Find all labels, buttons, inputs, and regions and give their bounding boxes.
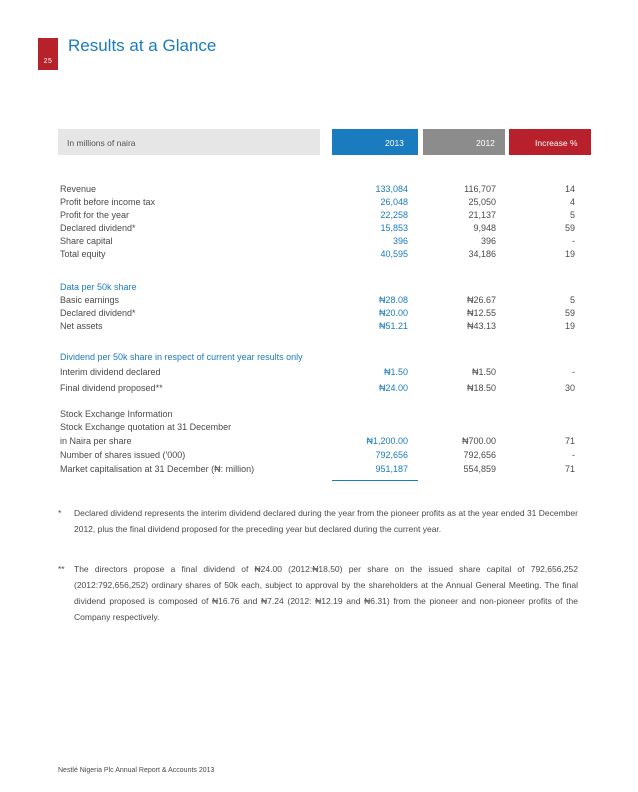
table-row <box>60 235 580 248</box>
value-2013: ₦51.21 <box>378 321 408 331</box>
table-row <box>60 248 580 261</box>
footnote-2-text: The directors propose a final dividend of ₦24.00 (2012:₦18.50) per share on the issued share capital of 792,656,252 (2012:792,656,252) ordinary shares of 50k each, subject to approval by the shareholders at the Annual General Meeting. The final dividend proposed is composed of ₦16.76 and ₦7.24 (2012: ₦12.19 and ₦6.31) from the pioneer and non-pioneer profits of the Company respectively. <box>74 564 578 622</box>
section-title-label: Dividend per 50k share in respect of current year results only <box>60 352 303 362</box>
value-increase: 59 <box>564 223 575 233</box>
table-row <box>60 196 580 209</box>
subsection-title <box>60 421 580 434</box>
value-2013: 951,187 <box>375 464 408 474</box>
row-label: Profit for the year <box>60 210 130 220</box>
value-2012: 21,137 <box>468 210 496 220</box>
table-row <box>60 209 580 222</box>
value-2012: ₦12.55 <box>466 308 496 318</box>
value-2012: ₦18.50 <box>466 383 496 393</box>
value-2012: ₦1.50 <box>471 367 496 377</box>
value-2012: ₦43.13 <box>466 321 496 331</box>
row-label: Number of shares issued ('000) <box>60 450 186 460</box>
value-2013: ₦1,200.00 <box>366 436 408 446</box>
row-label: Final dividend proposed** <box>60 383 163 393</box>
value-increase: 14 <box>564 184 575 194</box>
header-2013: 2013 <box>385 138 404 148</box>
value-2012: ₦700.00 <box>461 436 496 446</box>
table-row <box>60 294 580 307</box>
value-2013: ₦20.00 <box>378 308 408 318</box>
table-row <box>60 183 580 196</box>
row-label: Share capital <box>60 236 113 246</box>
value-increase: - <box>572 367 575 377</box>
value-increase: 71 <box>564 464 575 474</box>
value-2013: 26,048 <box>380 197 408 207</box>
table-row <box>60 366 580 379</box>
value-increase: - <box>572 236 575 246</box>
section-title-label: Data per 50k share <box>60 282 137 292</box>
value-increase: 59 <box>564 308 575 318</box>
value-2012: 792,656 <box>463 450 496 460</box>
value-2012: 9,948 <box>473 223 496 233</box>
value-2013: ₦1.50 <box>383 367 408 377</box>
table-row <box>60 222 580 235</box>
section-title <box>60 351 580 364</box>
table-row <box>60 382 580 395</box>
footnote-2-mark: ** <box>58 564 65 574</box>
page-number: 25 <box>43 58 53 65</box>
row-label: Profit before income tax <box>60 197 156 207</box>
subsection-title <box>60 408 580 421</box>
value-2013: 133,084 <box>375 184 408 194</box>
table-row <box>60 463 580 476</box>
row-label: Interim dividend declared <box>60 367 161 377</box>
page-tab <box>38 38 58 70</box>
table-row <box>60 449 580 462</box>
row-label: Market capitalisation at 31 December (₦: million) <box>60 464 255 474</box>
table-row <box>60 307 580 320</box>
row-label: Declared dividend* <box>60 308 136 318</box>
row-label: Net assets <box>60 321 103 331</box>
header-increase: Increase % <box>535 138 578 148</box>
footnote-1 <box>58 505 578 537</box>
value-2012: 554,859 <box>463 464 496 474</box>
subsection-title-label: Stock Exchange Information <box>60 409 173 419</box>
section-title <box>60 281 580 294</box>
value-increase: 4 <box>569 197 575 207</box>
header-2013-bar <box>332 129 418 155</box>
value-increase: 5 <box>569 210 575 220</box>
value-2012: 116,707 <box>464 184 496 194</box>
value-2012: ₦26.67 <box>466 295 496 305</box>
value-increase: 71 <box>564 436 575 446</box>
value-increase: 19 <box>564 321 575 331</box>
header-label: In millions of naira <box>67 138 136 148</box>
value-2013: 40,595 <box>380 249 408 259</box>
table-row <box>60 320 580 333</box>
value-2013: ₦28.08 <box>378 295 408 305</box>
value-increase: - <box>572 450 575 460</box>
page-title: Results at a Glance <box>68 36 217 55</box>
value-2013: ₦24.00 <box>378 383 408 393</box>
row-label: Revenue <box>60 184 97 194</box>
footnote-2 <box>58 561 578 625</box>
page-footer: Nestlé Nigeria Plc Annual Report & Accounts 2013 <box>58 767 215 774</box>
row-label: Declared dividend* <box>60 223 136 233</box>
value-increase: 30 <box>564 383 575 393</box>
value-2013: 15,853 <box>380 223 408 233</box>
footnote-1-mark: * <box>58 508 62 518</box>
subsection-title-label: Stock Exchange quotation at 31 December <box>60 422 232 432</box>
value-increase: 19 <box>564 249 575 259</box>
value-increase: 5 <box>569 295 575 305</box>
value-2013: 792,656 <box>375 450 408 460</box>
value-2013: 22,258 <box>380 210 408 220</box>
table-row <box>60 435 580 448</box>
footnote-1-text: Declared dividend represents the interim dividend declared during the year from the pioneer profits as at the year ended 31 December 2012, plus the final dividend proposed for the preceding year but declared during the current year. <box>74 508 578 534</box>
value-2012: 396 <box>480 236 496 246</box>
total-underline <box>332 480 418 481</box>
row-label: Basic earnings <box>60 295 120 305</box>
value-2012: 25,050 <box>468 197 496 207</box>
row-label: Total equity <box>60 249 106 259</box>
value-2013: 396 <box>392 236 408 246</box>
value-2012: 34,186 <box>468 249 496 259</box>
header-2012: 2012 <box>476 138 495 148</box>
row-label: in Naira per share <box>60 436 132 446</box>
